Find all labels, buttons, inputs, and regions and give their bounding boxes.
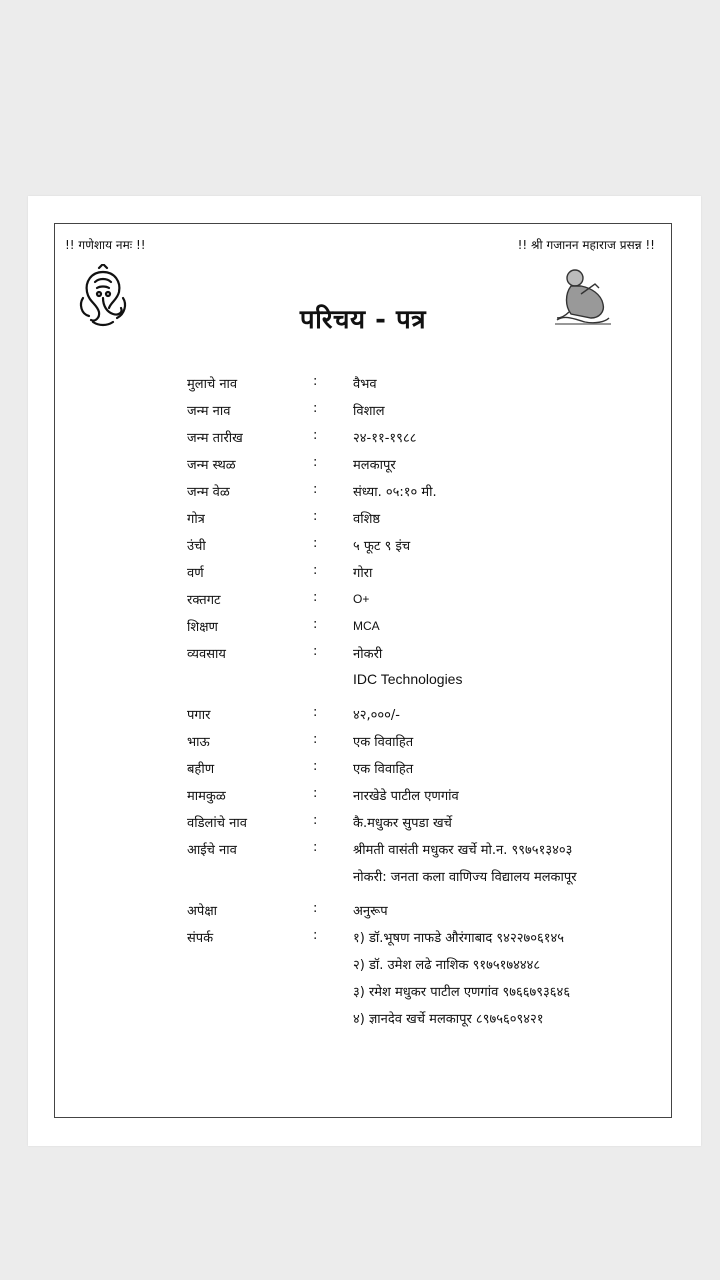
row-colon: : bbox=[313, 617, 318, 632]
row-value: २) डॉ. उमेश लढे नाशिक ९१७५१७४४४८ bbox=[353, 958, 541, 973]
detail-row-gotra bbox=[187, 505, 647, 532]
row-label: वडिलांचे नाव bbox=[187, 816, 247, 831]
row-colon: : bbox=[313, 536, 318, 551]
row-label: भाऊ bbox=[187, 735, 210, 750]
row-value: श्रीमती वासंती मधुकर खर्चे मो.न. ९९७५१३४०३ bbox=[353, 843, 573, 858]
row-label: शिक्षण bbox=[187, 620, 218, 635]
detail-row-height bbox=[187, 532, 647, 559]
row-value: संध्या. ०५:१० मी. bbox=[353, 485, 437, 500]
row-label: आईचे नाव bbox=[187, 843, 237, 858]
row-label: जन्म स्थळ bbox=[187, 458, 236, 473]
detail-row-name bbox=[187, 370, 647, 397]
row-label: जन्म तारीख bbox=[187, 431, 243, 446]
row-value: गोरा bbox=[353, 566, 373, 581]
row-label: संपर्क bbox=[187, 931, 214, 946]
maharaj-invocation: !! श्री गजानन महाराज प्रसन्न !! bbox=[517, 238, 655, 252]
row-colon: : bbox=[313, 759, 318, 774]
row-value: वशिष्ठ bbox=[353, 512, 381, 527]
row-value: १) डॉ.भूषण नाफडे औरंगाबाद ९४२२७०६१४५ bbox=[353, 931, 565, 946]
row-label: मुलाचे नाव bbox=[187, 377, 238, 392]
detail-row-birth-date bbox=[187, 424, 647, 451]
row-label: मामकुळ bbox=[187, 789, 226, 804]
row-colon: : bbox=[313, 509, 318, 524]
row-value: कै.मधुकर सुपडा खर्चे bbox=[353, 816, 452, 831]
row-colon: : bbox=[313, 455, 318, 470]
detail-row-occupation bbox=[187, 640, 647, 667]
row-value: O+ bbox=[353, 592, 370, 606]
row-value: अनुरूप bbox=[353, 904, 388, 919]
detail-row-maternal-family bbox=[187, 782, 647, 809]
row-colon: : bbox=[313, 563, 318, 578]
row-value: मलकापूर bbox=[353, 458, 396, 473]
detail-row-contact-3 bbox=[187, 978, 647, 1005]
detail-row-contact bbox=[187, 924, 647, 951]
detail-row-sister bbox=[187, 755, 647, 782]
row-colon: : bbox=[313, 590, 318, 605]
row-colon: : bbox=[313, 374, 318, 389]
row-label: रक्तगट bbox=[187, 593, 221, 608]
detail-row-mother-job bbox=[187, 863, 647, 890]
row-label: जन्म वेळ bbox=[187, 485, 230, 500]
detail-row-father-name bbox=[187, 809, 647, 836]
detail-row-salary bbox=[187, 701, 647, 728]
ganesha-invocation: !! गणेशाय नमः !! bbox=[65, 238, 146, 252]
row-value: वैभव bbox=[353, 377, 377, 392]
detail-row-brother bbox=[187, 728, 647, 755]
detail-row-contact-4 bbox=[187, 1005, 647, 1032]
detail-row-blood-group bbox=[187, 586, 647, 613]
detail-row-mother-name bbox=[187, 836, 647, 863]
row-colon: : bbox=[313, 401, 318, 416]
row-value: ४२,०००/- bbox=[353, 708, 401, 723]
detail-row-education bbox=[187, 613, 647, 640]
detail-row-birth-time bbox=[187, 478, 647, 505]
detail-row-expectation bbox=[187, 897, 647, 924]
row-colon: : bbox=[313, 840, 318, 855]
page-title: परिचय - पत्र bbox=[299, 305, 427, 335]
row-value: नोकरी bbox=[353, 647, 383, 662]
row-value: नोकरी: जनता कला वाणिज्य विद्यालय मलकापूर bbox=[353, 870, 577, 885]
row-value: ५ फूट ९ इंच bbox=[353, 539, 411, 554]
row-label: वर्ण bbox=[187, 566, 204, 581]
row-label: पगार bbox=[187, 708, 211, 723]
row-label: व्यवसाय bbox=[187, 647, 226, 662]
details-list bbox=[187, 370, 647, 1032]
row-colon: : bbox=[313, 901, 318, 916]
detail-row-complexion bbox=[187, 559, 647, 586]
row-colon: : bbox=[313, 705, 318, 720]
row-value: ४) ज्ञानदेव खर्चे मलकापूर ८९७५६०९४२१ bbox=[353, 1012, 544, 1027]
row-value: २४-११-१९८८ bbox=[353, 431, 417, 446]
detail-row-contact-2 bbox=[187, 951, 647, 978]
row-colon: : bbox=[313, 428, 318, 443]
row-label: उंची bbox=[187, 539, 206, 554]
row-value: ३) रमेश मधुकर पाटील एणगांव ९७६६७९३६४६ bbox=[353, 985, 571, 1000]
row-value: एक विवाहित bbox=[353, 735, 414, 750]
row-colon: : bbox=[313, 928, 318, 943]
row-colon: : bbox=[313, 813, 318, 828]
row-colon: : bbox=[313, 644, 318, 659]
row-value: एक विवाहित bbox=[353, 762, 414, 777]
detail-row-birth-name bbox=[187, 397, 647, 424]
detail-row-birth-place bbox=[187, 451, 647, 478]
row-value: विशाल bbox=[353, 404, 385, 419]
row-label: जन्म नाव bbox=[187, 404, 231, 419]
document-page bbox=[28, 196, 701, 1146]
row-value: MCA bbox=[353, 619, 380, 633]
row-colon: : bbox=[313, 732, 318, 747]
row-colon: : bbox=[313, 482, 318, 497]
row-value: नारखेडे पाटील एणगांव bbox=[353, 789, 459, 804]
row-label: बहीण bbox=[187, 762, 215, 777]
row-label: अपेक्षा bbox=[187, 904, 218, 919]
row-value: IDC Technologies bbox=[353, 671, 463, 687]
row-label: गोत्र bbox=[187, 512, 205, 527]
document-border-frame bbox=[54, 223, 672, 1118]
detail-row-company bbox=[187, 667, 647, 694]
row-colon: : bbox=[313, 786, 318, 801]
